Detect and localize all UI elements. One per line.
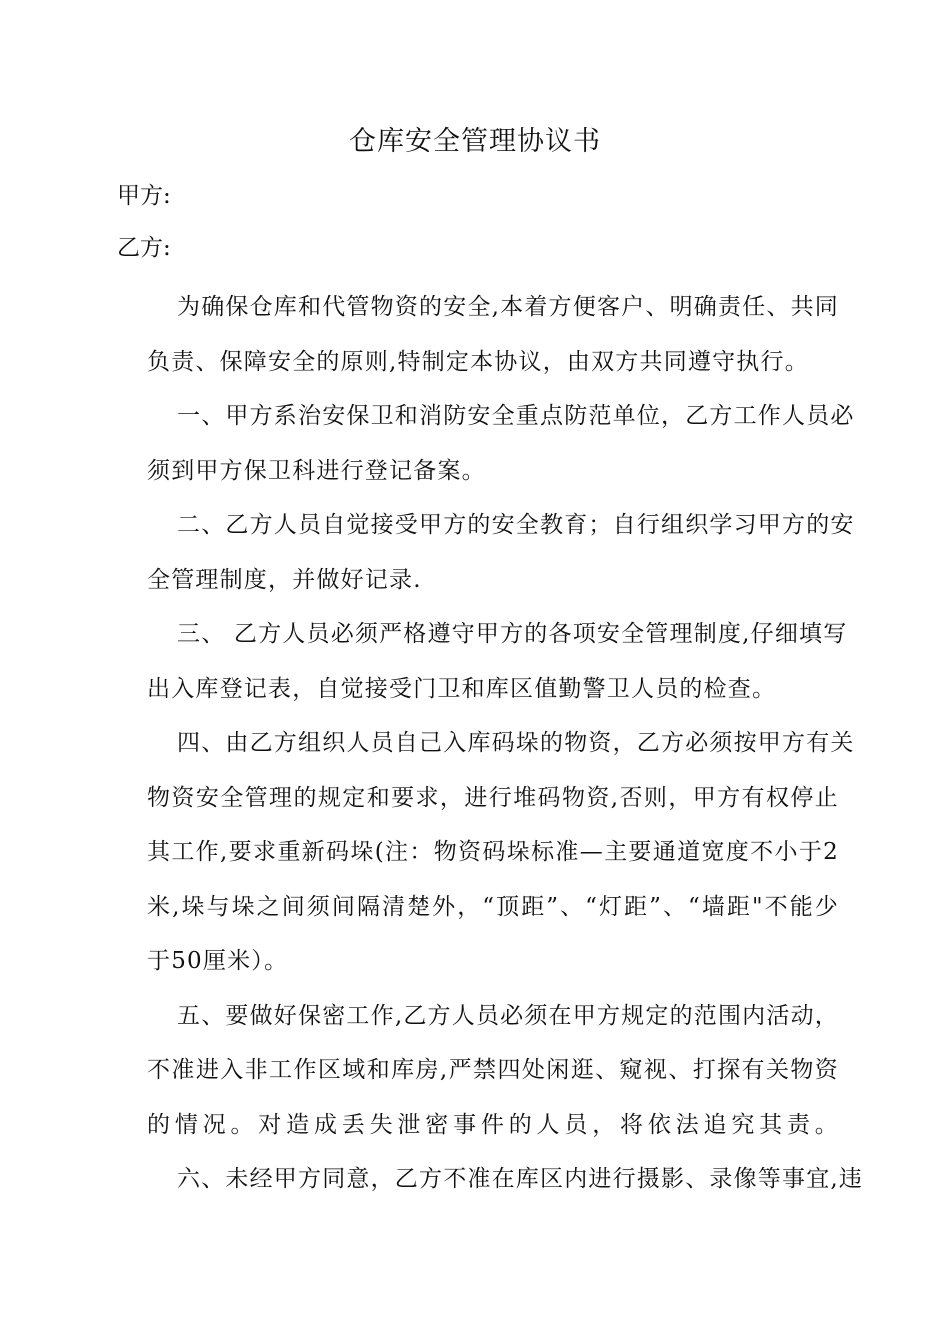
paragraph-clause-1	[117, 389, 855, 498]
paragraph-line: 其工作,要求重新码垛(注：物资码垛标准—主要通道宽度不小于2	[147, 839, 839, 865]
paragraph-clause-4	[117, 716, 855, 989]
paragraph-line: 四、由乙方组织人员自己入库码垛的物资，乙方必须按甲方有关	[177, 730, 855, 756]
paragraph-line: 于50厘米）。	[147, 948, 289, 974]
paragraph-line: 六、未经甲方同意，乙方不准在库区内进行摄影、录像等事宜,违	[177, 1166, 864, 1192]
paragraph-clause-5	[117, 989, 839, 1153]
paragraph-line: 不准进入非工作区域和库房,严禁四处闲逛、窥视、打探有关物资	[147, 1057, 839, 1083]
paragraph-line: 负责、保障安全的原则,特制定本协议，由双方共同遵守执行。	[147, 348, 809, 375]
paragraph-clause-2	[117, 498, 855, 607]
party-b-label: 乙方:	[117, 235, 171, 261]
paragraph-line: 为确保仓库和代管物资的安全,本着方便客户、明确责任、共同	[177, 294, 839, 320]
paragraph-line: 全管理制度，并做好记录.	[147, 566, 422, 593]
paragraph-line: 物资安全管理的规定和要求，进行堆码物资,否则，甲方有权停止	[147, 784, 839, 811]
paragraph-clause-3	[117, 607, 848, 716]
paragraph-line: 三、 乙方人员必须严格遵守甲方的各项安全管理制度,仔细填写	[177, 621, 848, 647]
paragraph-line: 一、甲方系治安保卫和消防安全重点防范单位，乙方工作人员必	[177, 403, 855, 429]
paragraph-clause-6	[117, 1152, 864, 1207]
paragraph-line: 的情况。对造成丢失泄密事件的人员，将依法追究其责。	[147, 1111, 839, 1138]
paragraph-line: 米,垛与垛之间须间隔清楚外，“顶距”、“灯距”、“墙距"不能少	[147, 893, 839, 920]
paragraph-line: 五、要做好保密工作,乙方人员必须在甲方规定的范围内活动，	[177, 1002, 839, 1029]
document-title: 仓库安全管理协议书	[349, 126, 601, 157]
paragraph-intro	[117, 280, 839, 389]
paragraph-line: 二、乙方人员自觉接受甲方的安全教育；自行组织学习甲方的安	[177, 512, 855, 538]
paragraph-line: 须到甲方保卫科进行登记备案。	[147, 457, 486, 484]
party-a-label: 甲方:	[117, 183, 171, 209]
document-body	[117, 280, 864, 1207]
paragraph-line: 出入库登记表，自觉接受门卫和库区值勤警卫人员的检查。	[147, 675, 777, 702]
